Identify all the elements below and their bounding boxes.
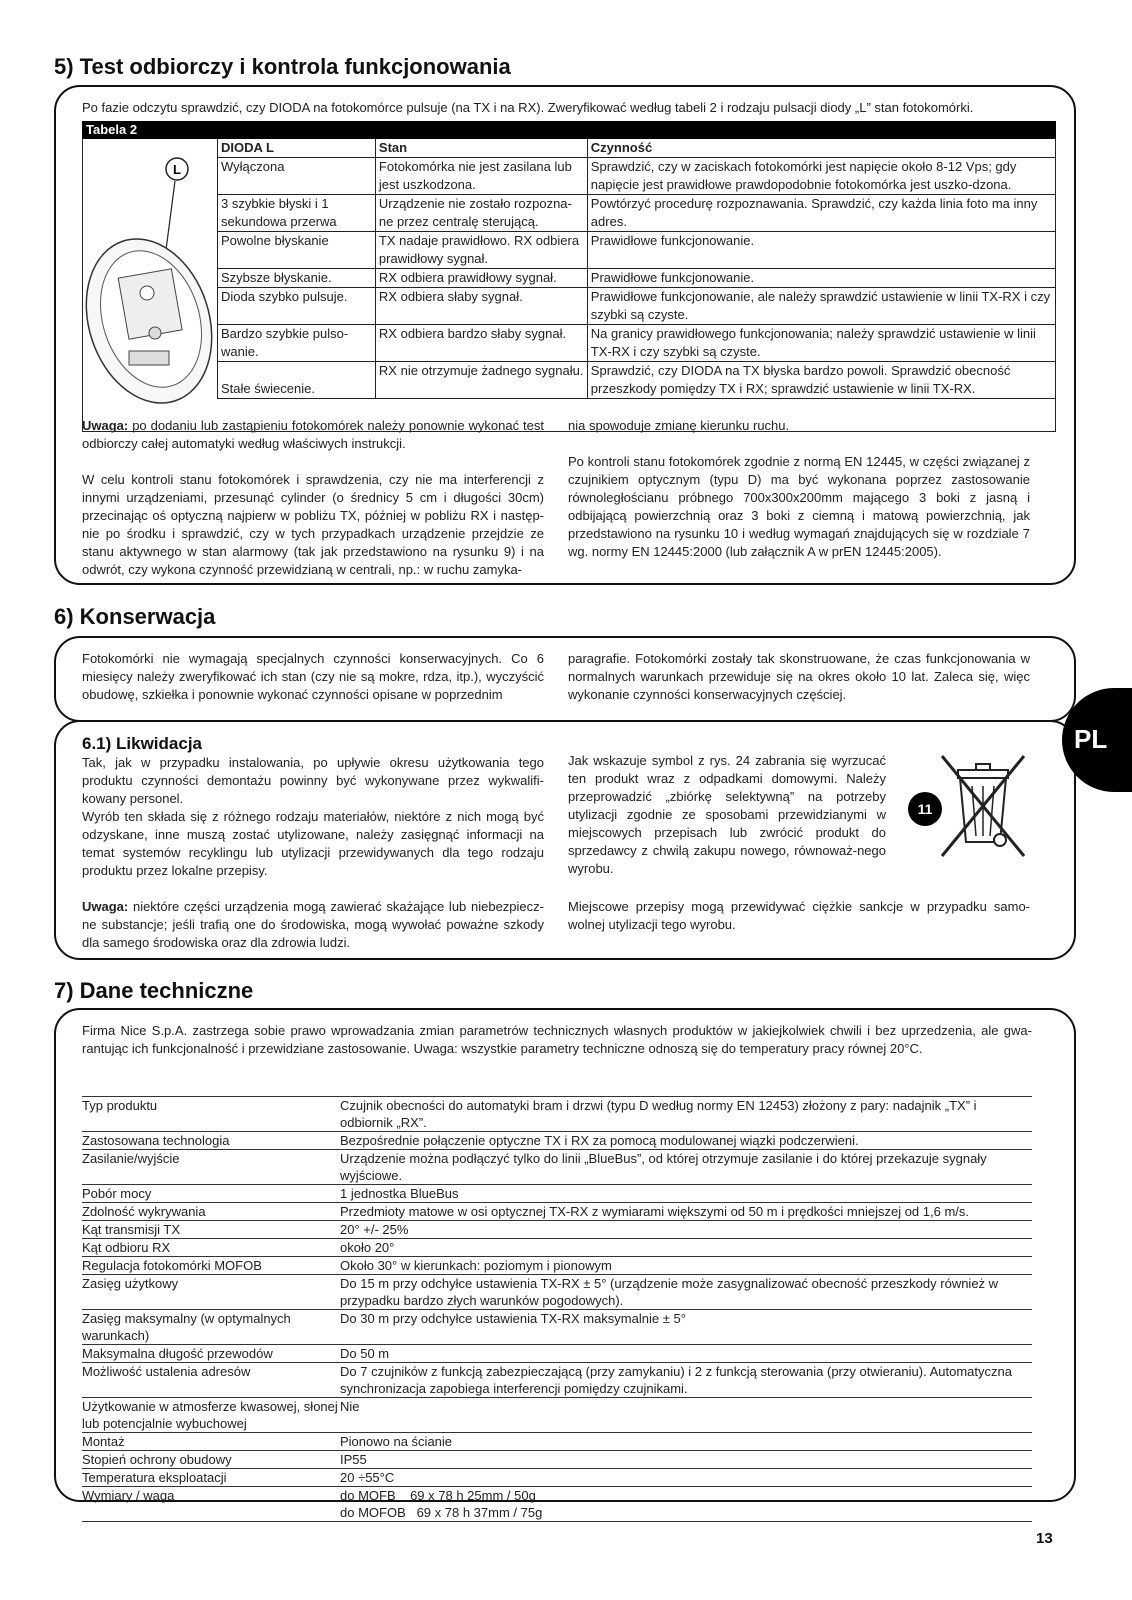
note-text: po dodaniu lub zastąpieniu fotokomórek należy ponownie wykonać test odbiorczy całej automatyki według właściwych instrukcji. xyxy=(82,418,544,451)
section61-left-column xyxy=(82,734,544,952)
table-row xyxy=(82,1132,1032,1150)
table-row xyxy=(218,195,1056,232)
specs-table xyxy=(82,1096,1032,1522)
section5-para-left: W celu kontroli stanu fotokomórek i sprawdzenia, czy nie ma interferencji z innymi urządzeniami, przesunąć cylinder (o średnicy 5 cm i długości 30cm) przecinając oś optyczną najpierw w pobliżu TX, później w pobliżu RX i następ-nie po środku i sprawdzić, czy w tych przypadkach urządzenie przejdzie ze stanu aktywnego w stan alarmowy (tak jak przedstawiono na rysunku 9) i na odwrót, czy wykona czynność przewidzianą w centrali, np.: w ruchu zamyka- xyxy=(82,472,544,577)
section5-intro: Po fazie odczytu sprawdzić, czy DIODA na fotokomórce pulsuje (na TX i na RX). Zweryfikować według tabeli 2 i rodzaju pulsacji diody „L” stan fotokomórki. xyxy=(82,100,974,115)
spec-value: IP55 xyxy=(340,1451,1032,1469)
spec-key: Pobór mocy xyxy=(82,1185,340,1203)
spec-value: Do 30 m przy odchyłce ustawienia TX-RX maksymalnie ± 5° xyxy=(340,1310,1032,1345)
table-cell: Powtórzyć procedurę rozpoznawania. Sprawdzić, czy każda linia foto ma inny adres. xyxy=(587,195,1055,232)
table-row xyxy=(218,232,1056,269)
table-row xyxy=(218,325,1056,362)
photocell-figure xyxy=(85,143,215,413)
section5-left-column xyxy=(82,417,544,579)
table-row xyxy=(82,1097,1032,1132)
section61-right-1: Jak wskazuje symbol z rys. 24 zabrania się wyrzucać ten produkt wraz z odpadkami domowymi. Należy przeprowadzić „zbiórkę selektywną” na potrzeby utylizacji zgodnie ze sposobami przewidzianymi w miejscowych przepisach lub zwrócić produkt do sprzedawcy z chwilą zakupu nowego, równoważ-nego wyrobu. xyxy=(568,753,886,876)
section5-right-column xyxy=(568,417,1030,561)
spec-value-line: do MOFOB 69 x 78 h 37mm / 75g xyxy=(340,1505,543,1520)
section5-title: 5) Test odbiorczy i kontrola funkcjonowania xyxy=(54,54,511,79)
table-row xyxy=(82,1239,1032,1257)
table-cell: Prawidłowe funkcjonowanie. xyxy=(587,232,1055,269)
spec-key: Możliwość ustalenia adresów xyxy=(82,1363,340,1398)
spec-key: Zasilanie/wyjście xyxy=(82,1150,340,1185)
spec-value: około 20° xyxy=(340,1239,1032,1257)
section61-right-column xyxy=(568,752,886,878)
table-2 xyxy=(82,121,1056,432)
section7-title: 7) Dane techniczne xyxy=(54,978,254,1003)
note-label: Uwaga: xyxy=(82,899,129,914)
spec-value-line: do MOFB 69 x 78 h 25mm / 50g xyxy=(340,1488,536,1503)
spec-key: Kąt odbioru RX xyxy=(82,1239,340,1257)
spec-value: Nie xyxy=(340,1398,1032,1433)
table-row xyxy=(82,1363,1032,1398)
table-row xyxy=(218,158,1056,195)
section61-left-1: Tak, jak w przypadku instalowania, po upływie okresu użytkowania tego produktu czynności demontażu powinny być wykonywane przez wykwalifi-kowany personel. xyxy=(82,755,544,806)
spec-value: Bezpośrednie połączenie optyczne TX i RX za pomocą modulowanej wiązki podczerwieni. xyxy=(340,1132,1032,1150)
table-2-header: Czynność xyxy=(587,139,1055,158)
table-cell: Urządzenie nie zostało rozpozna-ne przez centralę sterującą. xyxy=(375,195,587,232)
table-row xyxy=(82,1203,1032,1221)
table-cell: Na granicy prawidłowego funkcjonowania; należy sprawdzić ustawienie w linii TX-RX i czy szybki są czyste. xyxy=(587,325,1055,362)
section5-para-right-2: Po kontroli stanu fotokomórek zgodnie z normą EN 12445, w części związanej z czujnikiem optycznym (typu D) ma być wykonana poprzez zastosowanie równoległościanu próbnego 700x300x200mm mającego 3 boki z jasną i odbijającą powierzchnią oraz 3 boki z ciemną i matową powierzchnią, jak przedstawiono na rysunku 10 i według wymagań znajdujących się w rozdziale 7 wg. normy EN 12445:2000 (lub załącznik A w prEN 12445:2005). xyxy=(568,454,1030,559)
table-row xyxy=(82,1451,1032,1469)
note-label: Uwaga: xyxy=(82,418,129,433)
table-row xyxy=(218,362,1056,399)
table-cell: TX nadaje prawidłowo. RX odbiera prawidłowy sygnał. xyxy=(375,232,587,269)
table-row xyxy=(82,1487,1032,1522)
note-text: niektóre części urządzenia mogą zawierać skażające lub niebezpiecz-ne substancje; jeśli trafią one do środowiska, mogą wywołać poważne szkody dla samego środowiska oraz dla zdrowia ludzi. xyxy=(82,899,544,950)
spec-value: Czujnik obecności do automatyki bram i drzwi (typu D według normy EN 12453) złożony z pary: nadajnik „TX” i odbiornik „RX”. xyxy=(340,1097,1032,1132)
spec-value: Około 30° w kierunkach: poziomym i pionowym xyxy=(340,1257,1032,1275)
spec-key: Wymiary / waga xyxy=(82,1487,340,1522)
section7-box xyxy=(54,1008,1076,1520)
section6-title: 6) Konserwacja xyxy=(54,604,216,629)
table-cell: Fotokomórka nie jest zasilana lub jest uszkodzona. xyxy=(375,158,587,195)
spec-value: 20° +/- 25% xyxy=(340,1221,1032,1239)
spec-value xyxy=(340,1487,1032,1522)
table-row xyxy=(82,1469,1032,1487)
spec-key: Zasięg użytkowy xyxy=(82,1275,340,1310)
table-row xyxy=(82,1310,1032,1345)
table-cell: RX odbiera prawidłowy sygnał. xyxy=(375,269,587,288)
spec-value: Przedmioty matowe w osi optycznej TX-RX z wymiarami większymi od 50 m i prędkości mniejszej od 1,6 m/s. xyxy=(340,1203,1032,1221)
section6-left: Fotokomórki nie wymagają specjalnych czynności konserwacyjnych. Co 6 miesięcy należy zweryfikować ich stan (czy nie są mokre, rdza, itp.), wyczyścić obudowę, szkiełka i ponownie wykonać czynności opisane w poprzednim xyxy=(82,651,544,702)
table-row xyxy=(218,288,1056,325)
section5-note xyxy=(82,417,544,453)
section6-box xyxy=(54,636,1076,722)
table-cell: Bardzo szybkie pulso-wanie. xyxy=(218,325,376,362)
table-row xyxy=(82,1221,1032,1239)
table-2-header: Stan xyxy=(375,139,587,158)
language-tab-label: PL xyxy=(1074,724,1108,754)
figure-11-badge: 11 xyxy=(908,792,942,826)
table-row xyxy=(82,1345,1032,1363)
spec-key: Maksymalna długość przewodów xyxy=(82,1345,340,1363)
spec-key: Użytkowanie w atmosferze kwasowej, słonej lub potencjalnie wybuchowej xyxy=(82,1398,340,1433)
table-cell: 3 szybkie błyski i 1 sekundowa przerwa xyxy=(218,195,376,232)
crossed-bin-icon xyxy=(936,752,1030,862)
table-cell: RX odbiera bardzo słaby sygnał. xyxy=(375,325,587,362)
table-cell: RX nie otrzymuje żadnego sygnału. xyxy=(375,362,587,399)
spec-key: Montaż xyxy=(82,1433,340,1451)
spec-key: Regulacja fotokomórki MOFOB xyxy=(82,1257,340,1275)
spec-value: Do 15 m przy odchyłce ustawienia TX-RX ± 5° (urządzenie może zasygnalizować obecność przeszkody również w przypadku bardzo złych warunków pogodowych). xyxy=(340,1275,1032,1310)
page-number: 13 xyxy=(1036,1530,1053,1547)
table-2-title: Tabela 2 xyxy=(82,121,1056,139)
spec-key: Zastosowana technologia xyxy=(82,1132,340,1150)
spec-value: 20 ÷55°C xyxy=(340,1469,1032,1487)
spec-value: 1 jednostka BlueBus xyxy=(340,1185,1032,1203)
table-2-header: DIODA L xyxy=(218,139,376,158)
section7-intro: Firma Nice S.p.A. zastrzega sobie prawo wprowadzania zmian parametrów technicznych własnych produktów w jakiejkolwiek chwili i bez uprzedzenia, ale gwa-rantując ich funkcjonalność i przewidziane zastosowanie. Uwaga: wszystkie parametry techniczne odnoszą się do temperatury pracy równej 20°C. xyxy=(82,1023,1032,1056)
led-l-label: L xyxy=(173,162,181,177)
table-cell: Prawidłowe funkcjonowanie, ale należy sprawdzić ustawienie w linii TX-RX i czy szybki są czyste. xyxy=(587,288,1055,325)
spec-value: Urządzenie można podłączyć tylko do linii „BlueBus”, od której otrzymuje zasilanie i do której przekazuje sygnały wyjściowe. xyxy=(340,1150,1032,1185)
table-2-grid xyxy=(217,139,1055,399)
section61-right-2: Miejscowe przepisy mogą przewidywać ciężkie sankcje w przypadku samo-wolnej utylizacji tego wyrobu. xyxy=(568,899,1030,932)
table-cell: Prawidłowe funkcjonowanie. xyxy=(587,269,1055,288)
section61-left-2: Wyrób ten składa się z różnego rodzaju materiałów, niektóre z nich mogą być odzyskane, inne muszą zostać utylizowane, należy zasięgnąć informacji na temat systemów recyklingu lub utylizacji przewidywanych dla tego rodzaju produktu przez lokalne przepisy. xyxy=(82,809,544,878)
section61-note xyxy=(82,898,544,952)
table-row xyxy=(218,269,1056,288)
section5-box xyxy=(54,85,1076,585)
table-row xyxy=(82,1150,1032,1185)
spec-key: Kąt transmisji TX xyxy=(82,1221,340,1239)
section5-para-right-1: nia spowoduje zmianę kierunku ruchu. xyxy=(568,418,790,433)
spec-key: Typ produktu xyxy=(82,1097,340,1132)
table-cell: RX odbiera słaby sygnał. xyxy=(375,288,587,325)
spec-value: Do 7 czujników z funkcją zabezpieczającą (przy zamykaniu) i 2 z funkcją sterowania (przy otwieraniu). Automatyczna synchronizacja zapobiega interferencji pomiędzy czujnikami. xyxy=(340,1363,1032,1398)
table-row xyxy=(82,1398,1032,1433)
table-cell: Szybsze błyskanie. xyxy=(218,269,376,288)
spec-key: Stopień ochrony obudowy xyxy=(82,1451,340,1469)
spec-key: Zasięg maksymalny (w optymalnych warunkach) xyxy=(82,1310,340,1345)
table-cell: Sprawdzić, czy w zaciskach fotokomórki jest napięcie około 8-12 Vps; gdy napięcie jest prawidłowe prawdopodobnie fotokomórka jest uszko-dzona. xyxy=(587,158,1055,195)
table-row xyxy=(82,1257,1032,1275)
section6-right: paragrafie. Fotokomórki zostały tak skonstruowane, że czas funkcjonowania w normalnych warunkach przewiduje się na okres około 10 lat. Zaleca się, więc wykonanie czynności konserwacyjnych częściej. xyxy=(568,651,1030,702)
table-cell: Sprawdzić, czy DIODA na TX błyska bardzo powoli. Sprawdzić obecność przeszkody pomiędzy TX i RX; sprawdzić ustawienie w linii TX-RX. xyxy=(587,362,1055,399)
spec-key: Temperatura eksploatacji xyxy=(82,1469,340,1487)
section61-box xyxy=(54,720,1076,960)
table-cell: Dioda szybko pulsuje. xyxy=(218,288,376,325)
table-row xyxy=(82,1433,1032,1451)
spec-value: Pionowo na ścianie xyxy=(340,1433,1032,1451)
table-cell: Powolne błyskanie xyxy=(218,232,376,269)
table-cell: Stałe świecenie. xyxy=(218,362,376,399)
spec-value: Do 50 m xyxy=(340,1345,1032,1363)
table-cell: Wyłączona xyxy=(218,158,376,195)
section61-title: 6.1) Likwidacja xyxy=(82,734,202,753)
table-row xyxy=(82,1275,1032,1310)
table-row xyxy=(82,1185,1032,1203)
spec-key: Zdolność wykrywania xyxy=(82,1203,340,1221)
